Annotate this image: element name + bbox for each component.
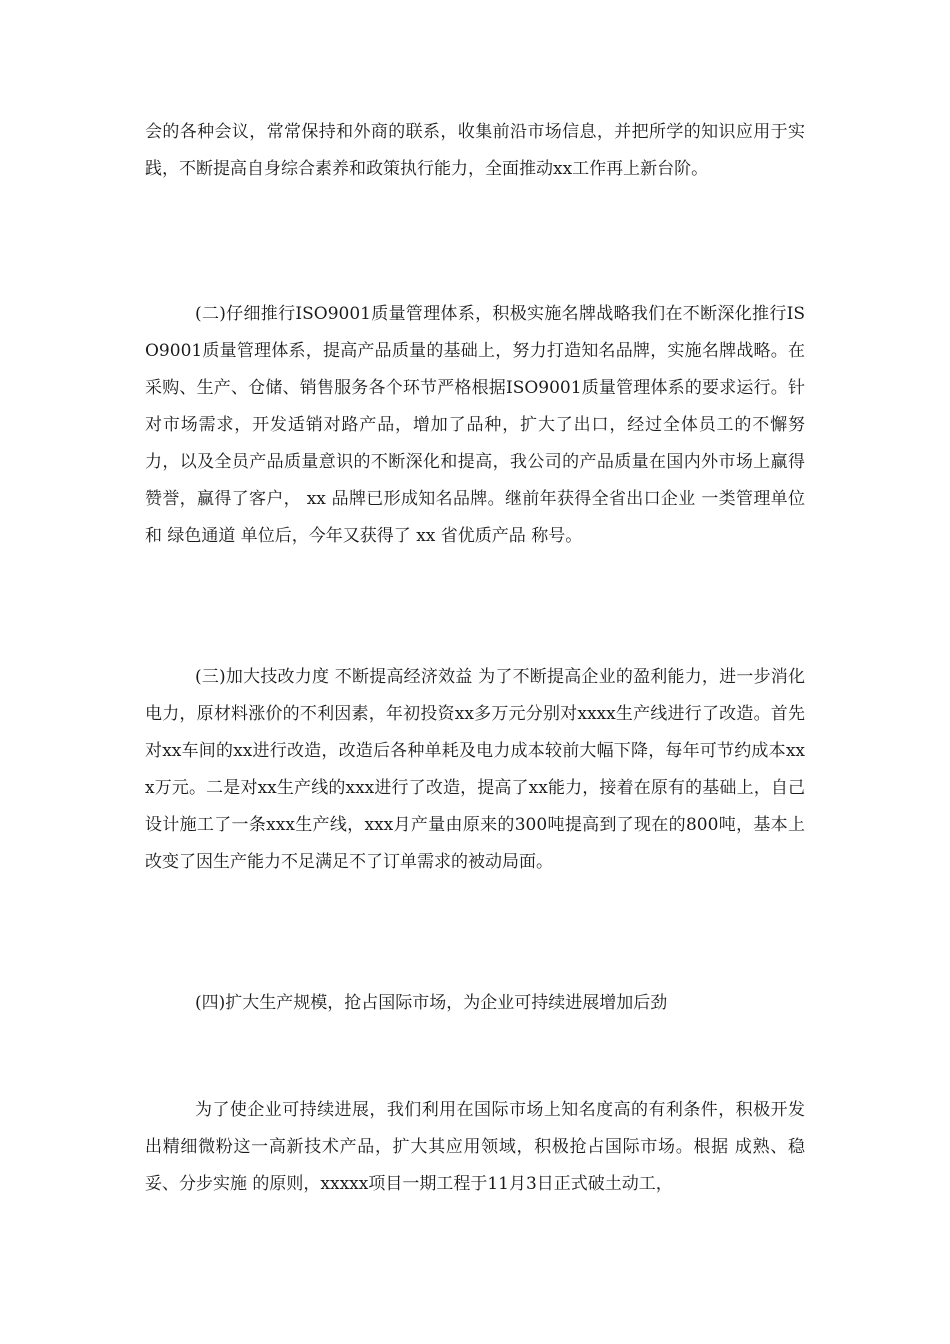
paragraph-continuation: 会的各种会议，常常保持和外商的联系，收集前沿市场信息，并把所学的知识应用于实践，不断提高自身综合素养和政策执行能力，全面推动xx工作再上新台阶。 [145, 122, 805, 179]
paragraph-international-market: 为了使企业可持续进展，我们利用在国际市场上知名度高的有利条件，积极开发出精细微粉这一高新技术产品，扩大其应用领域，积极抢占国际市场。根据 成熟、稳妥、分步实施 的原则，xxxxx项目一期工程于11月3日正式破土动工， [145, 1100, 805, 1194]
section-heading-expand-production: (四)扩大生产规模，抢占国际市场，为企业可持续进展增加后劲 [195, 993, 668, 1013]
paragraph-technical-upgrade: (三)加大技改力度 不断提高经济效益 为了不断提高企业的盈利能力，进一步消化电力，原材料涨价的不利因素，年初投资xx多万元分别对xxxx生产线进行了改造。首先对xx车间的xx进行改造，改造后各种单耗及电力成本较前大幅下降，每年可节约成本xxx万元。二是对xx生产线的xxx进行了改造，提高了xx能力，接着在原有的基础上，自己设计施工了一条xxx生产线，xxx月产量由原来的300吨提高到了现在的800吨，基本上改变了因生产能力不足满足不了订单需求的被动局面。 [145, 667, 805, 872]
paragraph-quality-management: (二)仔细推行ISO9001质量管理体系，积极实施名牌战略我们在不断深化推行ISO9001质量管理体系，提高产品质量的基础上，努力打造知名品牌，实施名牌战略。在采购、生产、仓储、销售服务各个环节严格根据ISO9001质量管理体系的要求运行。针对市场需求，开发适销对路产品，增加了品种，扩大了出口，经过全体员工的不懈努力，以及全员产品质量意识的不断深化和提高，我公司的产品质量在国内外市场上赢得赞誉，赢得了客户， xx 品牌已形成知名品牌。继前年获得全省出口企业 一类管理单位 和 绿色通道 单位后，今年又获得了 xx 省优质产品 称号。 [145, 304, 805, 546]
